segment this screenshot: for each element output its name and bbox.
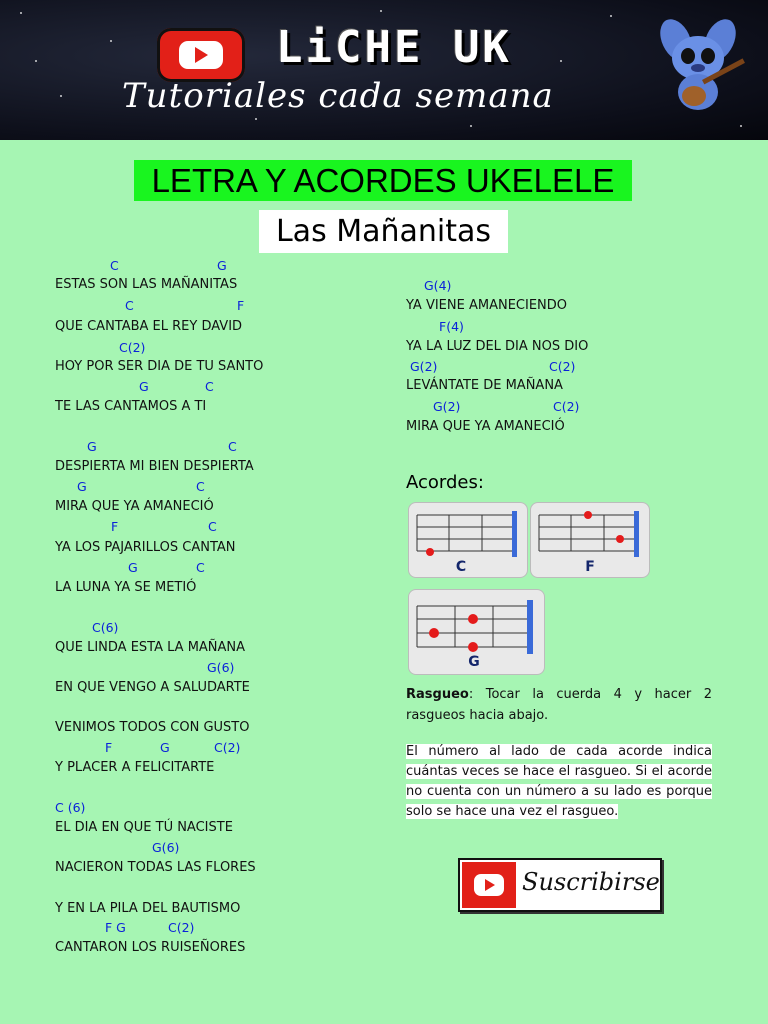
- lyric-line: ESTAS SON LAS MAÑANITAS: [55, 277, 238, 292]
- star: [560, 60, 562, 62]
- chord-line: C(6): [92, 620, 119, 635]
- youtube-play-icon: [462, 862, 516, 908]
- strumming-label: Rasgueo: [406, 687, 469, 702]
- strumming-text: : Tocar la cuerda 4 y hacer 2 rasgueos hacia abajo.: [406, 687, 712, 723]
- chords-heading: Acordes:: [406, 472, 484, 493]
- chord: F: [105, 740, 113, 755]
- lyric-line: YA LOS PAJARILLOS CANTAN: [55, 540, 236, 555]
- strumming-note-text: El número al lado de cada acorde indica cuántas veces se hace el rasgueo. Si el acorde no cuenta con un número a su lado es porque solo se hace una vez el rasgueo.: [406, 744, 712, 819]
- chord: C: [110, 258, 119, 273]
- mascot-with-ukulele-icon: [646, 18, 756, 114]
- lyric-line: EL DIA EN QUE TÚ NACISTE: [55, 820, 233, 835]
- lyric-line: Y PLACER A FELICITARTE: [55, 760, 215, 775]
- chord: G: [87, 439, 97, 454]
- lyric-line: QUE LINDA ESTA LA MAÑANA: [55, 640, 246, 655]
- chord-line: G(4): [424, 278, 452, 293]
- lyric-line: EN QUE VENGO A SALUDARTE: [55, 680, 250, 695]
- lyric-line: NACIERON TODAS LAS FLORES: [55, 860, 256, 875]
- song-title: Las Mañanitas: [259, 210, 508, 253]
- star: [380, 10, 382, 12]
- lyric-line: QUE CANTABA EL REY DAVID: [55, 319, 243, 334]
- channel-name: LiCHE UK: [276, 22, 512, 73]
- lyric-line: YA VIENE AMANECIENDO: [406, 298, 568, 313]
- star: [610, 15, 612, 17]
- subscribe-button[interactable]: [458, 858, 662, 912]
- chord-line: G(6): [207, 660, 235, 675]
- chord: G(2): [410, 359, 438, 374]
- strumming-note: [406, 742, 712, 822]
- chord: C: [196, 560, 205, 575]
- lyric-line: TE LAS CANTAMOS A TI: [55, 399, 207, 414]
- lyric-line: LA LUNA YA SE METIÓ: [55, 580, 197, 595]
- chord-line: G(6): [152, 840, 180, 855]
- lyric-line: MIRA QUE YA AMANECIÓ: [55, 499, 214, 514]
- page-title: LETRA Y ACORDES UKELELE: [134, 160, 632, 201]
- star: [470, 125, 472, 127]
- header-banner: [0, 0, 768, 140]
- chord: G: [139, 379, 149, 394]
- star: [255, 118, 257, 120]
- chord-line: C(2): [119, 340, 146, 355]
- chord: G: [217, 258, 227, 273]
- chord: G(2): [433, 399, 461, 414]
- chord: C(2): [168, 920, 195, 935]
- chord: C(2): [549, 359, 576, 374]
- lyric-line: LEVÁNTATE DE MAÑANA: [406, 378, 563, 393]
- youtube-logo-icon[interactable]: [157, 28, 245, 82]
- star: [110, 40, 112, 42]
- chord: G: [77, 479, 87, 494]
- lyric-line: VENIMOS TODOS CON GUSTO: [55, 720, 250, 735]
- chord: G: [128, 560, 138, 575]
- chord: C: [196, 479, 205, 494]
- lyric-line: YA LA LUZ DEL DIA NOS DIO: [406, 339, 589, 354]
- chord: F: [237, 298, 245, 313]
- chord: C: [208, 519, 217, 534]
- chord: F G: [105, 920, 126, 935]
- chord: C(2): [214, 740, 241, 755]
- star: [740, 125, 742, 127]
- star: [60, 95, 62, 97]
- lyric-line: DESPIERTA MI BIEN DESPIERTA: [55, 459, 254, 474]
- chord-diagram-c: [408, 502, 528, 578]
- chord: C: [205, 379, 214, 394]
- subscribe-label: Suscribirse: [522, 868, 660, 896]
- chord: C: [228, 439, 237, 454]
- lyric-line: MIRA QUE YA AMANECIÓ: [406, 419, 565, 434]
- chord-line: C (6): [55, 800, 86, 815]
- chord-name: C: [455, 559, 467, 575]
- chord: G: [160, 740, 170, 755]
- chord: C: [125, 298, 134, 313]
- lyric-line: Y EN LA PILA DEL BAUTISMO: [55, 901, 241, 916]
- lyric-line: CANTARON LOS RUISEÑORES: [55, 940, 246, 955]
- strumming-instructions: [406, 684, 712, 726]
- chord-diagram-f: [530, 502, 650, 578]
- chord: C(2): [553, 399, 580, 414]
- star: [35, 60, 37, 62]
- lyric-line: HOY POR SER DIA DE TU SANTO: [55, 359, 264, 374]
- chord-name: F: [585, 559, 595, 575]
- chord: F: [111, 519, 119, 534]
- chord-diagram-g: [408, 589, 545, 675]
- channel-slogan: Tutoriales cada semana: [122, 76, 554, 116]
- chord-line: F(4): [439, 319, 464, 334]
- chord-name: G: [468, 654, 480, 670]
- star: [20, 12, 22, 14]
